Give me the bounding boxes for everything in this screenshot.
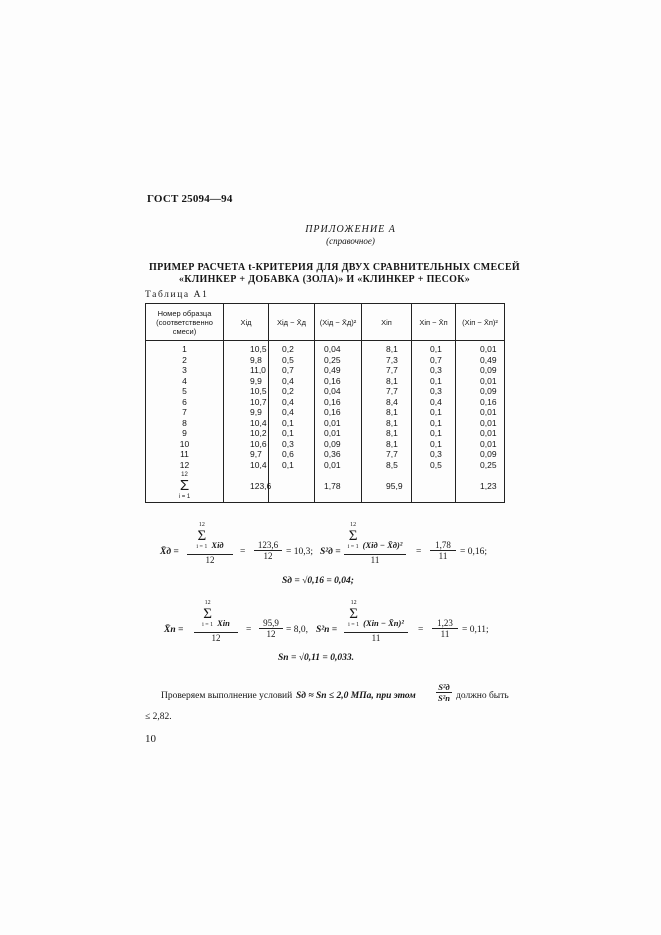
sum-sigma: Σ (179, 477, 190, 494)
heading-line-1: ПРИМЕР РАСЧЕТА t-КРИТЕРИЯ ДЛЯ ДВУХ СРАВНИТЕЛЬНЫХ СМЕСЕЙ (149, 262, 520, 273)
formula-xp-eq: = (246, 625, 252, 635)
table-cell: 8,1 (362, 428, 412, 439)
formula-xd-sum (196, 521, 207, 551)
formula-s2d-fraction (344, 521, 406, 565)
header-xid: Xiд (224, 304, 269, 341)
formula-s2p-term: (Xiп − X̄п)² (363, 618, 404, 628)
table-row (146, 355, 505, 366)
table-cell: 0,1 (412, 418, 456, 429)
table-cell: 0,01 (456, 407, 505, 418)
table-cell: 0,1 (269, 418, 315, 429)
conclusion-ratio (436, 682, 452, 703)
table-cell: 10,5 (224, 386, 269, 397)
table-row (146, 407, 505, 418)
table-cell: 0,1 (269, 460, 315, 471)
table-cell: 0,16 (315, 376, 362, 387)
table-row (146, 449, 505, 460)
sum-cell: 1,78 (315, 470, 362, 503)
table-cell: 9,7 (224, 449, 269, 460)
table-cell: 0,09 (456, 365, 505, 376)
table-cell: 10,5 (224, 341, 269, 355)
table-cell: 0,1 (412, 376, 456, 387)
table-sum-row (146, 470, 505, 503)
page-number: 10 (145, 733, 156, 745)
formula-xp-sum-lower: i = 1 (202, 622, 214, 628)
table-cell: 0,01 (315, 428, 362, 439)
table-cell: 0,1 (412, 341, 456, 355)
formula-s2p-sum-upper: 12 (350, 600, 357, 606)
formula-s2p-sigma: Σ (349, 606, 358, 622)
table-cell: 9,9 (224, 376, 269, 387)
table-cell: 0,16 (315, 397, 362, 408)
formula-xd-num2: 123,6 (257, 540, 279, 550)
table-cell: 0,01 (315, 460, 362, 471)
table-cell: 8,1 (362, 376, 412, 387)
conclusion-text-3: ≤ 2,82. (145, 712, 172, 722)
table-cell: 4 (146, 376, 224, 387)
conclusion-ratio-num: S²д (438, 682, 450, 692)
formula-s2p-sum (348, 599, 359, 629)
table-row (146, 439, 505, 450)
formula-s2d-result: = 0,16; (460, 547, 487, 557)
sum-lower-limit: i = 1 (178, 494, 191, 500)
table-cell: 0,16 (456, 397, 505, 408)
formula-xd-eq: = (240, 547, 246, 557)
table-cell: 0,3 (412, 449, 456, 460)
header-xip-dev-sq: (Xiп − X̄п)² (456, 304, 505, 341)
table-cell: 0,4 (269, 407, 315, 418)
formula-sp: Sп = √0,11 = 0,033. (278, 653, 354, 663)
formula-xp-fraction (194, 599, 238, 643)
formula-s2d-den2: 11 (438, 551, 448, 561)
header-xid-dev: Xiд − X̄д (269, 304, 315, 341)
formula-s2d-sigma: Σ (348, 528, 358, 544)
formula-xd-sum-upper: 12 (198, 522, 205, 528)
table-cell: 0,3 (412, 365, 456, 376)
sum-cell (412, 470, 456, 503)
table-cell: 0,09 (456, 449, 505, 460)
table-cell: 2 (146, 355, 224, 366)
table-row (146, 386, 505, 397)
header-xip-dev: Xiп − X̄п (412, 304, 456, 341)
table-row (146, 365, 505, 376)
formula-xd-sum-lower: i = 1 (196, 544, 208, 550)
table-cell: 8,1 (362, 341, 412, 355)
table-cell: 8,5 (362, 460, 412, 471)
sum-cell: 123,6 (224, 470, 269, 503)
appendix-note: (справочное) (326, 236, 375, 246)
conclusion-text-2: должно быть (456, 691, 509, 701)
formula-s2p-sum-lower: i = 1 (348, 622, 360, 628)
formula-s2d-sum-lower: i = 1 (347, 544, 359, 550)
data-table (145, 303, 505, 503)
table-cell: 0,36 (315, 449, 362, 460)
table-cell: 0,5 (269, 355, 315, 366)
table-cell: 0,01 (456, 341, 505, 355)
table-row (146, 376, 505, 387)
table-cell: 7,7 (362, 365, 412, 376)
table-cell: 0,1 (412, 407, 456, 418)
table-cell: 12 (146, 460, 224, 471)
table-cell: 0,49 (456, 355, 505, 366)
table-cell: 7 (146, 407, 224, 418)
table-cell: 9,8 (224, 355, 269, 366)
table-cell: 0,3 (412, 386, 456, 397)
table-cell: 0,5 (412, 460, 456, 471)
formula-xp-sigma: Σ (203, 606, 212, 622)
formula-s2p-lhs: S²п = (316, 625, 338, 635)
table-cell: 1 (146, 341, 224, 355)
table-cell: 0,01 (456, 428, 505, 439)
table-cell: 6 (146, 397, 224, 408)
table-cell: 0,49 (315, 365, 362, 376)
formula-xd-fraction-2 (254, 540, 282, 561)
table-cell: 8,1 (362, 407, 412, 418)
sum-symbol (179, 471, 191, 501)
table-cell: 0,04 (315, 386, 362, 397)
conclusion-condition: Sд ≈ Sп ≤ 2,0 МПа, при этом (296, 691, 416, 701)
table-cell: 10 (146, 439, 224, 450)
formula-s2p-den: 11 (371, 633, 381, 643)
table-cell: 3 (146, 365, 224, 376)
table-cell: 10,2 (224, 428, 269, 439)
formula-xp-num2: 95,9 (263, 618, 279, 628)
sum-cell: 95,9 (362, 470, 412, 503)
table-cell: 9 (146, 428, 224, 439)
table-cell: 0,1 (412, 439, 456, 450)
formula-s2d-lhs: S²д = (320, 547, 341, 557)
table-cell: 9,9 (224, 407, 269, 418)
formula-xd-den: 12 (205, 555, 215, 565)
formula-s2p-den2: 11 (440, 629, 450, 639)
table-cell: 0,7 (269, 365, 315, 376)
table-cell: 0,25 (315, 355, 362, 366)
formula-xp-result: = 8,0, (286, 625, 308, 635)
table-row (146, 418, 505, 429)
table-cell: 0,01 (456, 376, 505, 387)
formula-xp-sum-upper: 12 (204, 600, 211, 606)
document-code: ГОСТ 25094—94 (147, 193, 233, 205)
formula-s2d-sum (348, 521, 359, 551)
formula-s2p-num2: 1,23 (437, 618, 453, 628)
table-cell: 8,1 (362, 418, 412, 429)
formula-s2d-eq: = (416, 547, 422, 557)
table-cell: 0,4 (412, 397, 456, 408)
formula-xd-term: Xiд (211, 540, 224, 550)
formula-xp-term: Xiп (217, 618, 230, 628)
table-cell: 0,4 (269, 397, 315, 408)
table-cell: 0,6 (269, 449, 315, 460)
table-cell: 11 (146, 449, 224, 460)
table-cell: 0,04 (315, 341, 362, 355)
formula-xp-den2: 12 (266, 629, 276, 639)
table-row (146, 428, 505, 439)
table-cell: 0,01 (315, 418, 362, 429)
table-cell: 7,3 (362, 355, 412, 366)
sum-upper-limit: 12 (181, 472, 188, 478)
formula-s2p-fraction (344, 599, 408, 643)
table-row (146, 341, 505, 355)
table-cell: 0,1 (269, 428, 315, 439)
table-cell: 10,4 (224, 418, 269, 429)
header-sample-number: Номер образца (соответственно смеси) (146, 304, 224, 341)
table-cell: 0,16 (315, 407, 362, 418)
formula-s2d-term: (Xiд − X̄д)² (362, 540, 403, 550)
table-cell: 8,1 (362, 439, 412, 450)
sum-cell (269, 470, 315, 503)
formula-s2p-fraction-2 (432, 618, 458, 639)
table-cell: 0,01 (456, 418, 505, 429)
formula-xp-den: 12 (211, 633, 221, 643)
formula-xp-fraction-2 (259, 618, 283, 639)
table-cell: 0,4 (269, 376, 315, 387)
table-header-row (146, 304, 505, 341)
table-cell: 10,4 (224, 460, 269, 471)
sum-symbol-cell (146, 470, 224, 503)
table-cell: 0,1 (412, 428, 456, 439)
formula-s2d-fraction-2 (430, 540, 456, 561)
table-row (146, 397, 505, 408)
table-cell: 0,2 (269, 386, 315, 397)
formula-s2d-den: 11 (370, 555, 380, 565)
table-label: Таблица А1 (145, 290, 209, 300)
appendix-title: ПРИЛОЖЕНИЕ А (305, 224, 396, 235)
formula-xp-lhs: X̄п = (164, 625, 184, 635)
heading-line-2: «КЛИНКЕР + ДОБАВКА (ЗОЛА)» И «КЛИНКЕР + ПЕСОК» (178, 274, 471, 285)
formula-s2d-sum-upper: 12 (350, 522, 357, 528)
table-cell: 0,25 (456, 460, 505, 471)
formula-xd-sigma: Σ (197, 528, 207, 544)
formula-xd-result: = 10,3; (286, 547, 313, 557)
formula-s2d-num2: 1,78 (435, 540, 451, 550)
table-cell: 8 (146, 418, 224, 429)
table-cell: 0,01 (456, 439, 505, 450)
table-cell: 11,0 (224, 365, 269, 376)
table-cell: 0,7 (412, 355, 456, 366)
table-cell: 0,2 (269, 341, 315, 355)
conclusion-text-1: Проверяем выполнение условий (161, 691, 293, 701)
formula-xp-sum (202, 599, 213, 629)
sum-cell: 1,23 (456, 470, 505, 503)
table-cell: 0,3 (269, 439, 315, 450)
header-xip: Xiп (362, 304, 412, 341)
table-cell: 8,4 (362, 397, 412, 408)
table-cell: 7,7 (362, 449, 412, 460)
table-cell: 10,6 (224, 439, 269, 450)
table-cell: 7,7 (362, 386, 412, 397)
table-cell: 10,7 (224, 397, 269, 408)
formula-s2p-result: = 0,11; (462, 625, 489, 635)
formula-xd-lhs: X̄д = (160, 547, 179, 557)
formula-sd: Sд = √0,16 = 0,04; (282, 576, 354, 586)
formula-xd-den2: 12 (263, 551, 273, 561)
table-cell: 5 (146, 386, 224, 397)
formula-s2p-eq: = (418, 625, 424, 635)
table-cell: 0,09 (315, 439, 362, 450)
header-xid-dev-sq: (Xiд − X̄д)² (315, 304, 362, 341)
formula-xd-fraction (187, 521, 233, 565)
table-cell: 0,09 (456, 386, 505, 397)
conclusion-ratio-den: S²п (437, 693, 450, 703)
table-row (146, 460, 505, 471)
